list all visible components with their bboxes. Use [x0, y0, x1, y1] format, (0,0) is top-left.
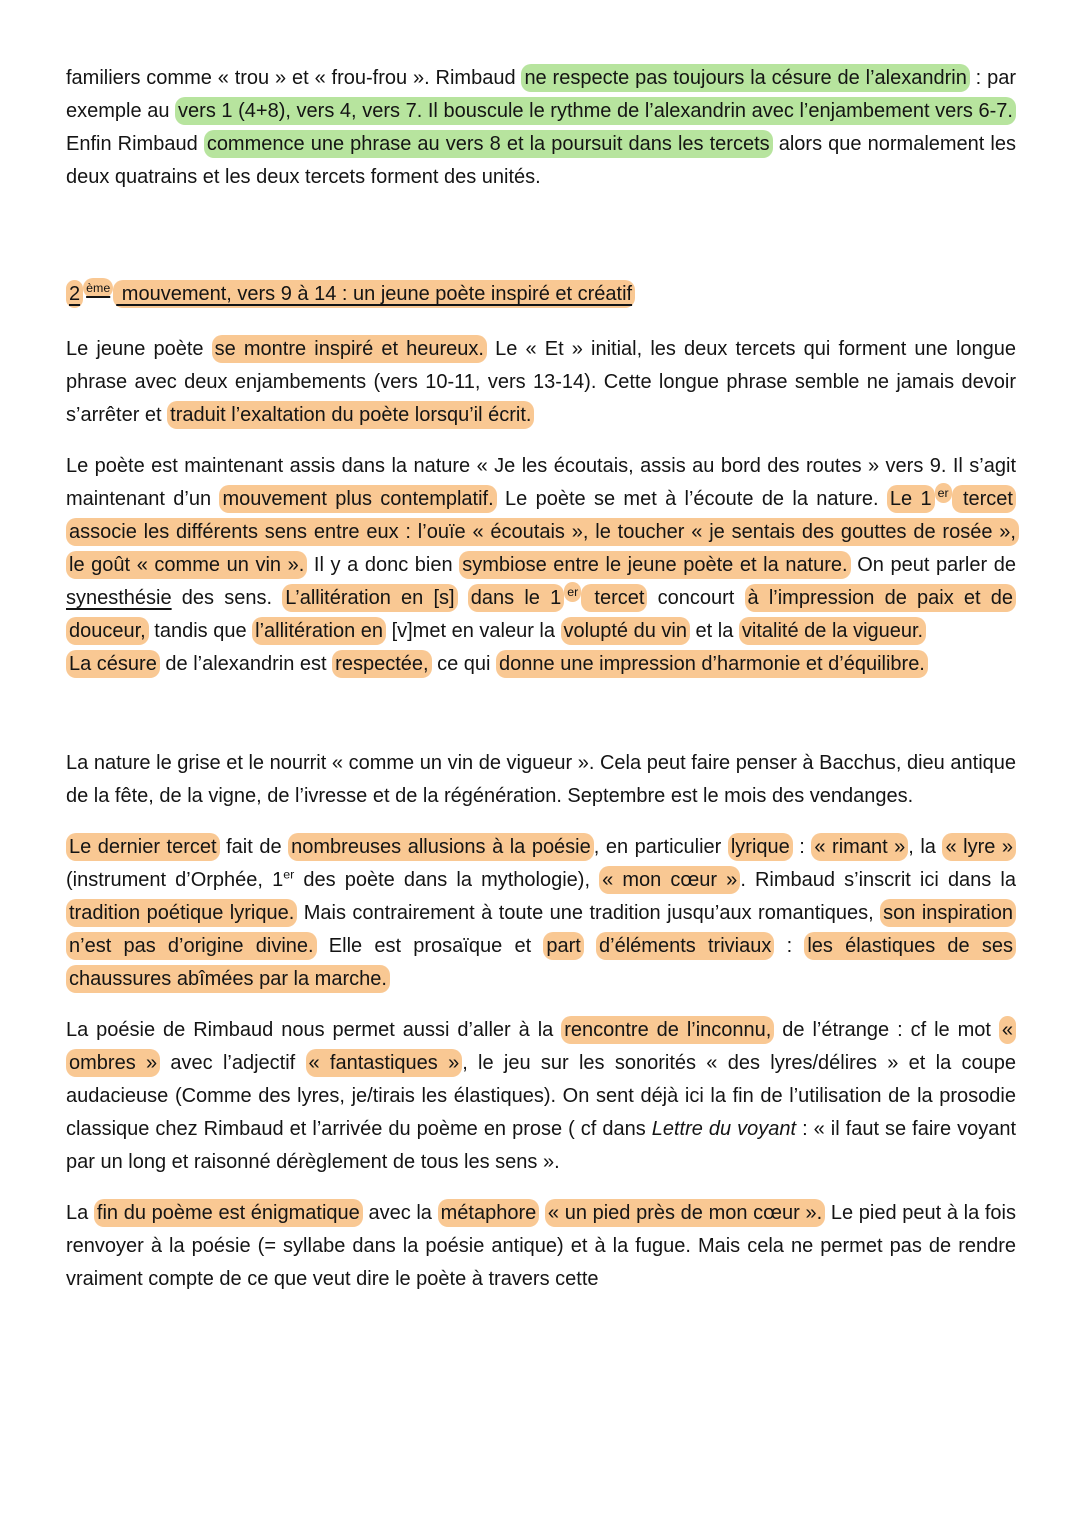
paragraph: [66, 1014, 1016, 1179]
highlighted-text-orange: tradition poétique lyrique.: [66, 899, 297, 927]
highlighted-text-orange: dans le 1: [468, 584, 564, 612]
text-run: et la: [689, 620, 739, 642]
highlighted-text-orange: traduit l’exaltation du poète lorsqu’il écrit.: [167, 401, 534, 429]
highlighted-text-orange: « lyre »: [942, 833, 1016, 861]
text-run: de l’alexandrin est: [159, 653, 333, 675]
paragraph: [66, 831, 1016, 996]
highlighted-text-green: vers 1 (4+8), vers 4, vers 7. Il bouscule le rythme de l’alexandrin avec l’enjambement vers 6-7.: [175, 97, 1016, 125]
text-run: : « il faut se faire voyant par un long et raisonné dérèglement de tous les sens ».: [66, 1118, 1016, 1173]
text-run: , en particulier: [593, 836, 728, 858]
highlighted-text-orange: Le dernier tercet: [66, 833, 220, 861]
highlighted-text-orange: er: [564, 582, 581, 602]
paragraph: [66, 450, 1016, 681]
text-run: :: [792, 836, 812, 858]
highlighted-text-orange: rencontre de l’inconnu,: [561, 1016, 774, 1044]
text-run: Elle est prosaïque et: [316, 935, 544, 957]
text-run: er: [283, 867, 295, 882]
highlighted-text-orange: « mon cœur »: [599, 866, 740, 894]
highlighted-text-orange: part: [543, 932, 583, 960]
paragraph: [66, 747, 1016, 813]
text-run: [584, 935, 596, 957]
document-body: [66, 62, 1016, 1296]
paragraph: [66, 62, 1016, 194]
highlighted-text-orange: son inspiration n’est pas d’origine divine.: [66, 899, 1016, 960]
text-run: (instrument d’Orphée, 1: [66, 869, 284, 891]
highlighted-text-orange: lyrique: [728, 833, 793, 861]
highlighted-text-orange: les élastiques de ses chaussures abîmées par la marche.: [66, 932, 1016, 993]
text-run: Le poète est maintenant assis dans la nature « Je les écoutais, assis au bord des routes » vers 9. Il s’agit maintenant d’un: [66, 455, 1016, 510]
section-heading: [66, 278, 1016, 311]
highlighted-text-green: commence une phrase au vers 8 et la poursuit dans les tercets: [204, 130, 773, 158]
highlighted-text-orange: La césure: [66, 650, 160, 678]
blank-line: [66, 699, 1016, 747]
text-run: : par exemple au: [66, 67, 1017, 122]
text-run: ce qui: [431, 653, 497, 675]
highlighted-text-orange: donne une impression d’harmonie et d’équilibre.: [496, 650, 928, 678]
text-run: avec la: [362, 1202, 438, 1224]
highlighted-text-orange: mouvement, vers 9 à 14 : un jeune poète inspiré et créatif: [113, 280, 635, 308]
highlighted-text-green: ne respecte pas toujours la césure de l’alexandrin: [521, 64, 969, 92]
highlighted-text-orange: Le 1: [887, 485, 935, 513]
text-run: Le pied peut à la fois renvoyer à la poésie (= syllabe dans la poésie antique) et à la fugue. Mais cela ne permet pas de rendre vraiment compte de ce que veut dire le poète à travers cette: [66, 1202, 1017, 1290]
text-run: Le jeune poète: [66, 338, 212, 360]
text-run: [458, 587, 468, 609]
highlighted-text-orange: l’allitération en: [252, 617, 386, 645]
blank-line: [66, 212, 1016, 260]
text-run: Il y a donc bien: [307, 554, 460, 576]
highlighted-text-orange: « rimant »: [811, 833, 908, 861]
paragraph: [66, 1197, 1016, 1296]
italic-text: Lettre du voyant: [651, 1118, 797, 1140]
highlighted-text-orange: le goût « comme un vin ».: [66, 551, 307, 579]
text-run: familiers comme « trou » et « frou-frou ». Rimbaud: [66, 67, 522, 89]
highlighted-text-orange: tercet associe les différents sens entre eux : l’ouïe « écoutais », le toucher « je sentais des gouttes de rosée »,: [66, 485, 1019, 546]
highlighted-text-orange: d’éléments triviaux: [596, 932, 774, 960]
highlighted-text-orange: 2: [66, 280, 83, 308]
text-run: , la: [908, 836, 943, 858]
highlighted-text-orange: « un pied près de mon cœur ».: [545, 1199, 825, 1227]
text-run: La: [66, 1202, 94, 1224]
highlighted-text-orange: « ombres »: [66, 1016, 1016, 1077]
text-run: Enfin Rimbaud: [66, 133, 204, 155]
text-run: fait de: [219, 836, 289, 858]
text-run: alors que normalement les deux quatrains et les deux tercets forment des unités.: [66, 133, 1016, 188]
highlighted-text-orange: tercet: [581, 584, 647, 612]
text-run: des sens.: [171, 587, 283, 609]
text-run: , le jeu sur les sonorités « des lyres/délires » et la coupe audacieuse (Comme des lyres, je/tirais les élastiques). On sent déjà ici la fin de l’utilisation de la prosodie classique chez Rimbaud et l’arrivée du poème en prose ( cf dans: [66, 1052, 1016, 1140]
text-run: La poésie de Rimbaud nous permet aussi d’aller à la: [66, 1019, 562, 1041]
paragraph: [66, 333, 1016, 432]
text-run: avec l’adjectif: [160, 1052, 306, 1074]
highlighted-text-orange: er: [935, 483, 952, 503]
highlighted-text-orange: vitalité de la vigueur.: [739, 617, 926, 645]
highlighted-text-orange: métaphore: [438, 1199, 540, 1227]
text-run: Le poète se met à l’écoute de la nature.: [496, 488, 887, 510]
text-run: :: [774, 935, 805, 957]
highlighted-text-orange: respectée,: [332, 650, 431, 678]
highlighted-text-orange: « fantastiques »: [306, 1049, 463, 1077]
text-run: tandis que: [148, 620, 253, 642]
text-run: Mais contrairement à toute une tradition jusqu’aux romantiques,: [297, 902, 881, 924]
text-run: des poète dans la mythologie),: [294, 869, 600, 891]
highlighted-text-orange: fin du poème est énigmatique: [94, 1199, 363, 1227]
highlighted-text-orange: L’allitération en [s]: [282, 584, 457, 612]
highlighted-text-orange: nombreuses allusions à la poésie: [288, 833, 594, 861]
highlighted-text-orange: mouvement plus contemplatif.: [219, 485, 496, 513]
text-run: concourt: [647, 587, 745, 609]
text-run: La nature le grise et le nourrit « comme un vin de vigueur ». Cela peut faire penser à Bacchus, dieu antique de la fête, de la vigne, de l’ivresse et de la régénération. Septembre est le mois des vendanges.: [66, 752, 1016, 807]
text-run: de l’étrange : cf le mot: [774, 1019, 999, 1041]
text-run: Le « Et » initial, les deux tercets qui forment une longue phrase avec deux enjambements (vers 10-11, vers 13-14). Cette longue phrase semble ne jamais devoir s’arrêter et: [66, 338, 1016, 426]
text-run: . Rimbaud s’inscrit ici dans la: [740, 869, 1016, 891]
underlined-text: synesthésie: [66, 587, 172, 609]
highlighted-text-orange: volupté du vin: [561, 617, 690, 645]
highlighted-text-orange: symbiose entre le jeune poète et la nature.: [459, 551, 850, 579]
highlighted-text-orange: à l’impression de paix et de douceur,: [66, 584, 1016, 645]
highlighted-text-orange: se montre inspiré et heureux.: [212, 335, 487, 363]
text-run: On peut parler de: [850, 554, 1016, 576]
text-run: [v]met en valeur la: [386, 620, 561, 642]
highlighted-text-orange: ème: [83, 278, 113, 298]
